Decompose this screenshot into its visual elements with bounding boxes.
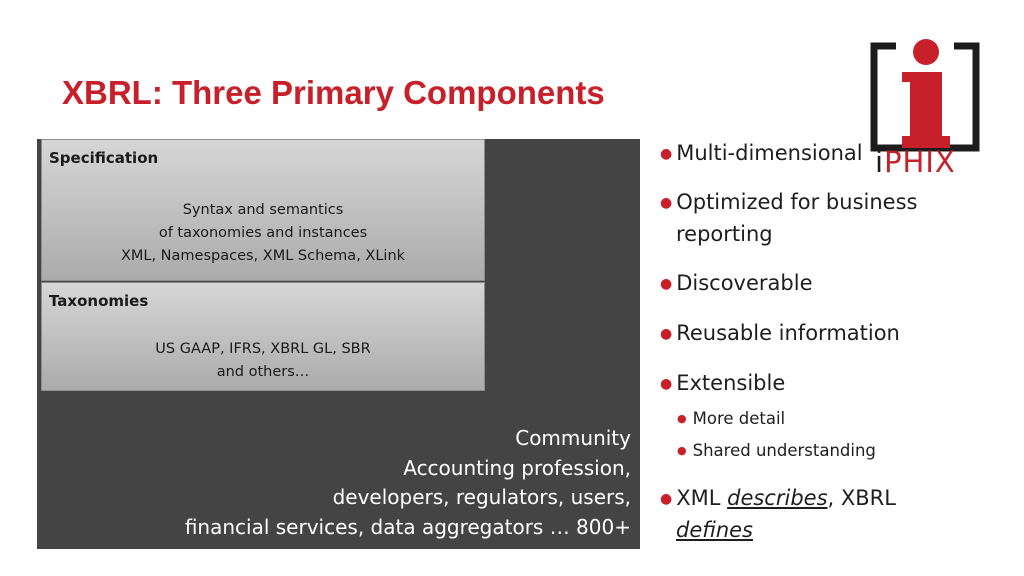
bullet-dot-icon: ● — [677, 412, 687, 425]
bullet-dot-icon: ● — [660, 276, 673, 292]
bullet-item: ● Optimized for business — [660, 190, 918, 214]
xbrl-components-diagram — [37, 139, 640, 549]
community-text: Community Accounting profession, developers, regulators, users, financial services, data aggregators … 800+ — [184, 426, 631, 539]
bullet-item: ● Extensible — [660, 371, 786, 395]
bullet-dot-icon: ● — [660, 491, 673, 507]
taxonomies-title: Taxonomies — [49, 292, 149, 310]
bullet-item: ● XML describes, XBRL — [660, 486, 896, 510]
bullet-item: ● Multi-dimensional — [660, 141, 863, 165]
slide-title: XBRL: Three Primary Components — [62, 74, 605, 111]
bullet-dot-icon: ● — [660, 326, 673, 342]
bullet-dot-icon: ● — [677, 444, 687, 457]
taxonomies-box — [41, 282, 485, 391]
specification-title: Specification — [49, 149, 159, 167]
specification-body: Syntax and semantics of taxonomies and instances XML, Namespaces, XML Schema, XLink — [120, 202, 406, 264]
taxonomies-body: US GAAP, IFRS, XBRL GL, SBR and others… — [155, 341, 371, 380]
iphix-logo-text: iPHIX — [875, 145, 956, 179]
bullet-dot-icon: ● — [660, 195, 673, 211]
bullet-dot-icon: ● — [660, 376, 673, 392]
bullet-continuation: reporting — [676, 222, 773, 246]
bullet-item: ● Reusable information — [660, 321, 900, 345]
bullet-dot-icon: ● — [660, 146, 673, 162]
bullet-continuation: defines — [676, 518, 753, 542]
sub-bullet-item: ● More detail — [677, 409, 786, 428]
sub-bullet-item: ● Shared understanding — [677, 441, 876, 460]
bullet-item: ● Discoverable — [660, 271, 813, 295]
specification-box — [41, 139, 485, 281]
